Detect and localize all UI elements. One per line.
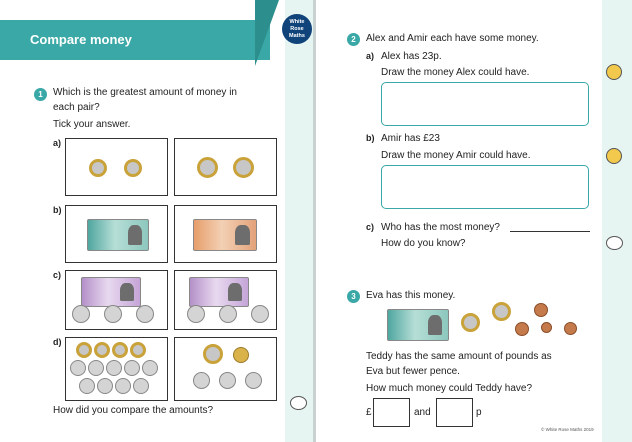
fifty-pence-coin xyxy=(187,305,205,323)
part-d-label: d) xyxy=(53,337,62,347)
pound-coin xyxy=(94,342,110,358)
question-1-followup: How did you compare the amounts? xyxy=(53,405,214,416)
pound-coin xyxy=(89,159,107,177)
q2a-text: Alex has 23p. xyxy=(381,51,442,62)
pound-coin xyxy=(124,159,142,177)
q2c-label: c) xyxy=(366,222,375,232)
q2a-instruction: Draw the money Alex could have. xyxy=(381,67,530,78)
left-page-margin-strip xyxy=(285,0,313,442)
question-1-instruction: Tick your answer. xyxy=(53,119,131,130)
pence-answer-box[interactable] xyxy=(436,398,473,427)
fifty-pence-coin xyxy=(193,372,210,389)
five-pound-note xyxy=(87,219,149,251)
fifty-pence-coin xyxy=(136,305,154,323)
fifty-pence-coin xyxy=(79,378,95,394)
q2c-answer-line[interactable] xyxy=(510,231,590,232)
twenty-pound-note xyxy=(189,277,249,307)
question-1-number: 1 xyxy=(34,88,47,101)
q2c-followup: How do you know? xyxy=(381,238,466,249)
part-a-label: a) xyxy=(53,138,62,148)
question-1-text-line1: Which is the greatest amount of money in xyxy=(53,87,237,98)
penny-coin xyxy=(564,322,577,335)
question-2-number: 2 xyxy=(347,33,360,46)
fifty-pence-coin xyxy=(70,360,86,376)
speech-bubble-icon xyxy=(606,236,623,250)
speech-bubble-icon xyxy=(290,396,307,410)
two-pound-coin xyxy=(203,344,223,364)
fifty-pence-coin xyxy=(104,305,122,323)
q2a-label: a) xyxy=(366,51,375,61)
question-3-line2: Eva but fewer pence. xyxy=(366,366,460,377)
part-c-label: c) xyxy=(53,270,62,280)
ten-pound-note xyxy=(193,219,257,251)
q1d-left-option[interactable] xyxy=(65,337,168,401)
q1c-left-option[interactable] xyxy=(65,270,168,330)
question-3-text: Eva has this money. xyxy=(366,290,456,301)
pound-coin xyxy=(233,347,249,363)
fifty-pence-coin xyxy=(219,372,236,389)
fifty-pence-coin xyxy=(245,372,262,389)
fifty-pence-coin xyxy=(72,305,90,323)
fifty-pence-coin xyxy=(219,305,237,323)
pencil-icon xyxy=(606,148,622,164)
five-pound-note xyxy=(387,309,449,341)
fifty-pence-coin xyxy=(251,305,269,323)
twenty-pound-note xyxy=(81,277,141,307)
q1b-right-option[interactable] xyxy=(174,205,277,263)
fifty-pence-coin xyxy=(133,378,149,394)
penny-coin xyxy=(515,322,529,336)
part-b-label: b) xyxy=(53,205,62,215)
pound-coin xyxy=(112,342,128,358)
two-pound-coin xyxy=(233,157,254,178)
white-rose-maths-logo: White Rose Maths xyxy=(282,14,312,44)
fifty-pence-coin xyxy=(97,378,113,394)
question-2-text: Alex and Amir each have some money. xyxy=(366,33,539,44)
page-title: Compare money xyxy=(30,32,132,47)
pencil-icon xyxy=(606,64,622,80)
fifty-pence-coin xyxy=(115,378,131,394)
question-3-line1: Teddy has the same amount of pounds as xyxy=(366,351,552,362)
q2b-label: b) xyxy=(366,133,375,143)
q2b-text: Amir has £23 xyxy=(381,133,440,144)
q1c-right-option[interactable] xyxy=(174,270,277,330)
pound-sign: £ xyxy=(366,407,372,418)
q2c-text: Who has the most money? xyxy=(381,222,500,233)
pound-coin xyxy=(492,302,511,321)
pounds-answer-box[interactable] xyxy=(373,398,410,427)
q1a-left-option[interactable] xyxy=(65,138,168,196)
q2b-drawing-box[interactable] xyxy=(381,165,589,209)
pence-sign: p xyxy=(476,407,482,418)
question-3-question: How much money could Teddy have? xyxy=(366,383,533,394)
q1b-left-option[interactable] xyxy=(65,205,168,263)
pound-coin xyxy=(130,342,146,358)
two-pound-coin xyxy=(197,157,218,178)
question-3-number: 3 xyxy=(347,290,360,303)
q1d-right-option[interactable] xyxy=(174,337,277,401)
penny-coin xyxy=(534,303,548,317)
fifty-pence-coin xyxy=(124,360,140,376)
question-1-text-line2: each pair? xyxy=(53,102,100,113)
q2a-drawing-box[interactable] xyxy=(381,82,589,126)
q1a-right-option[interactable] xyxy=(174,138,277,196)
banner-tip xyxy=(255,0,279,66)
pound-coin xyxy=(461,313,480,332)
pound-coin xyxy=(76,342,92,358)
and-text: and xyxy=(414,407,431,418)
fifty-pence-coin xyxy=(88,360,104,376)
penny-coin xyxy=(541,322,552,333)
q2b-instruction: Draw the money Amir could have. xyxy=(381,150,531,161)
fifty-pence-coin xyxy=(106,360,122,376)
fifty-pence-coin xyxy=(142,360,158,376)
copyright-text: © White Rose Maths 2019 xyxy=(541,427,594,432)
